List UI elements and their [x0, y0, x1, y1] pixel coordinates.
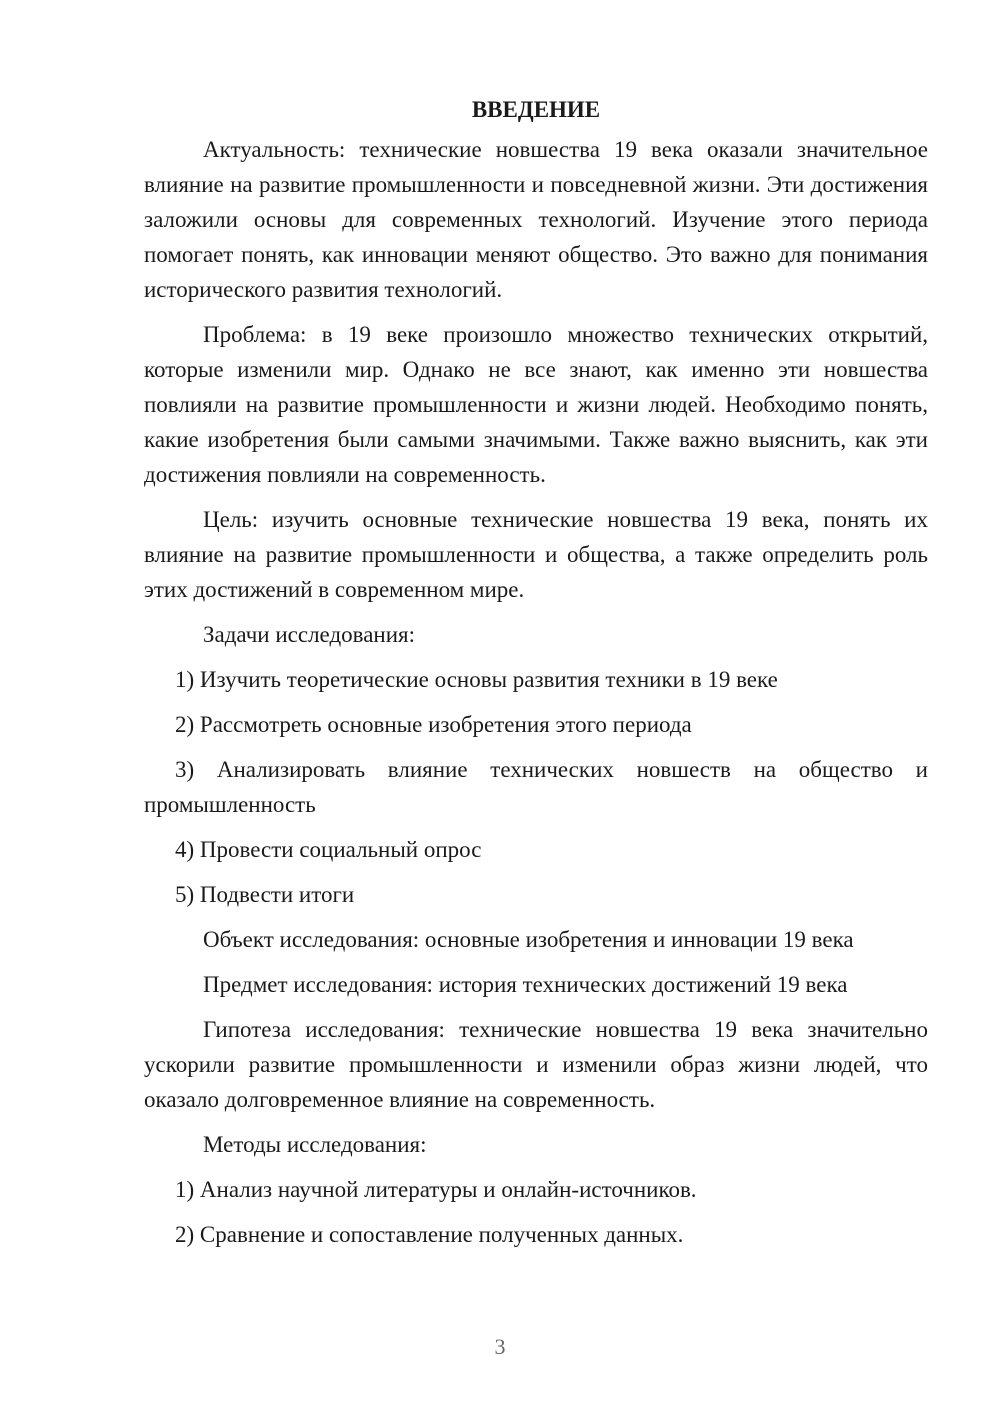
- task-item: 5) Подвести итоги: [175, 882, 355, 907]
- method-item: 2) Сравнение и сопоставление полученных данных.: [175, 1222, 684, 1247]
- paragraph-problem: Проблема: в 19 веке произошло множество технических открытий, которые изменили мир. Однако не все знают, как именно эти новшества повлияли на развитие промышленности и жизни людей. Необходимо понять, какие изобретения были самыми значимыми. Также важно выяснить, как эти достижения повлияли на современность.: [144, 322, 928, 487]
- paragraph-relevance: Актуальность: технические новшества 19 века оказали значительное влияние на развитие промышленности и повседневной жизни. Эти достижения заложили основы для современных технологий. Изучение этого периода помогает понять, как инновации меняют общество. Это важно для понимания исторического развития технологий.: [144, 137, 928, 302]
- paragraph-subject: Предмет исследования: история технических достижений 19 века: [203, 972, 848, 997]
- paragraph-hypothesis: Гипотеза исследования: технические новшества 19 века значительно ускорили развитие промышленности и изменили образ жизни людей, что оказало долговременное влияние на современность.: [144, 1017, 928, 1112]
- task-item: 2) Рассмотреть основные изобретения этого периода: [175, 712, 692, 737]
- task-item: 1) Изучить теоретические основы развития техники в 19 веке: [175, 667, 778, 692]
- page-number: 3: [494, 1334, 506, 1359]
- paragraph-goal: Цель: изучить основные технические новшества 19 века, понять их влияние на развитие промышленности и общества, а также определить роль этих достижений в современном мире.: [144, 507, 928, 602]
- paragraph-object: Объект исследования: основные изобретения и инновации 19 века: [203, 927, 854, 952]
- methods-heading: Методы исследования:: [203, 1132, 427, 1157]
- task-item: 3) Анализировать влияние технических новшеств на общество и промышленность: [144, 757, 928, 817]
- method-item: 1) Анализ научной литературы и онлайн-источников.: [175, 1177, 697, 1202]
- tasks-heading: Задачи исследования:: [203, 622, 416, 647]
- section-title: ВВЕДЕНИЕ: [471, 97, 601, 122]
- document-page: [144, 92, 928, 1262]
- task-item: 4) Провести социальный опрос: [175, 837, 482, 862]
